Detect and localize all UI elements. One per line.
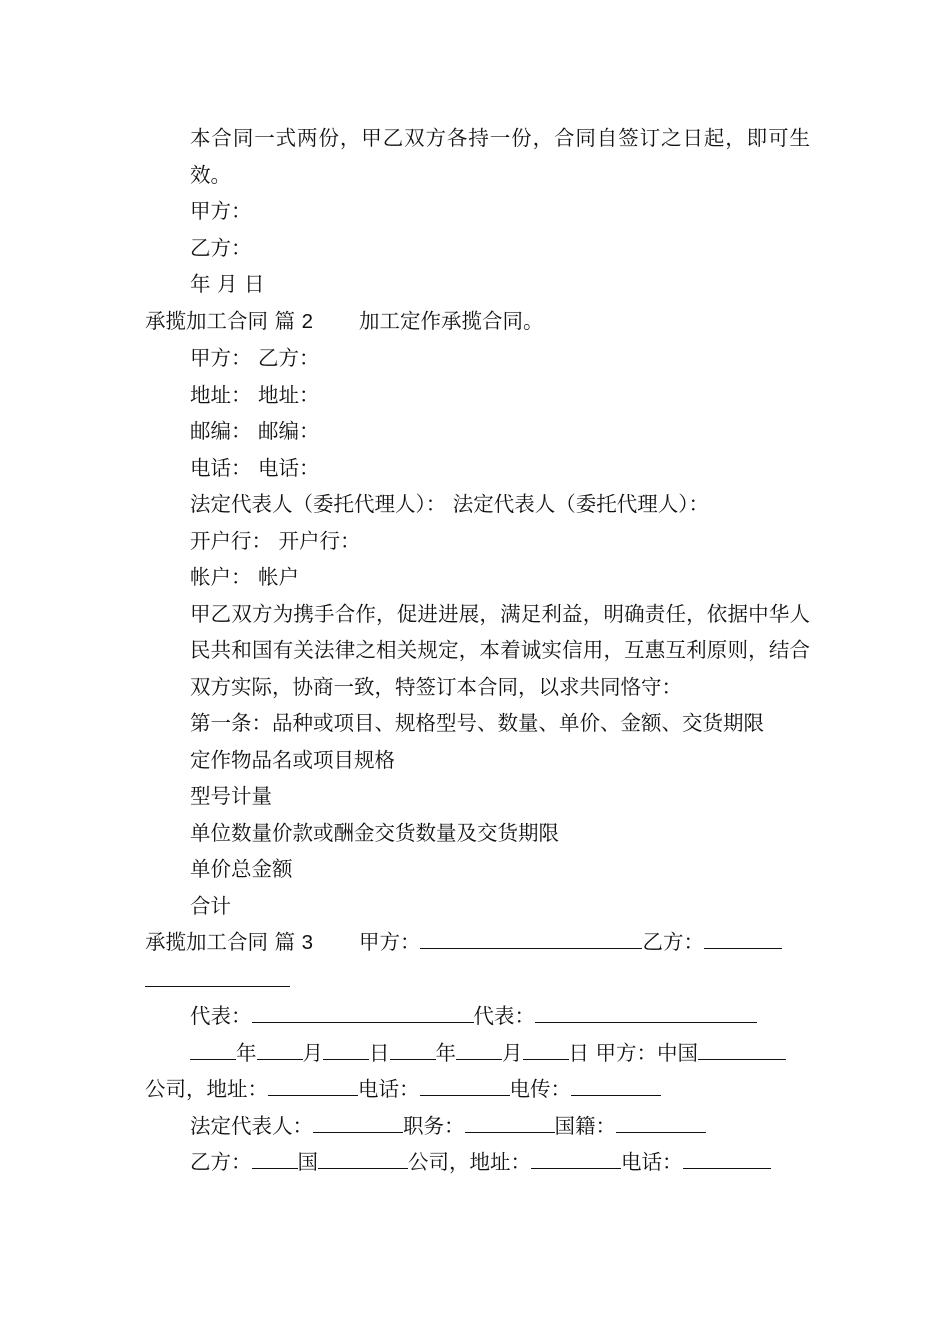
section-heading-2 <box>145 303 810 341</box>
fax-label: 电传： <box>509 1077 571 1101</box>
address-blank <box>268 1075 358 1096</box>
party-a-blank <box>420 928 642 949</box>
address-blank-2 <box>531 1148 621 1169</box>
postcode-line: 邮编： 邮编： <box>190 419 320 443</box>
date-blanks-line <box>145 1035 810 1072</box>
year-blank <box>190 1039 236 1060</box>
total-line: 合计 <box>190 893 231 918</box>
address-line: 地址： 地址： <box>190 382 320 407</box>
party-b-detail-line <box>145 1144 810 1181</box>
rep-a-blank <box>252 1002 474 1023</box>
company-address-label: 公司，地址： <box>145 1077 268 1101</box>
heading-number: 3 <box>301 931 313 954</box>
nationality-blank <box>616 1112 706 1133</box>
legal-representative-line: 法定代表人（委托代理人）： 法定代表人（委托代理人）： <box>190 492 710 516</box>
position-blank <box>465 1112 555 1133</box>
heading-title: 承揽加工合同 篇 <box>145 308 296 333</box>
phone-label: 电话： <box>358 1077 420 1101</box>
position-label: 职务： <box>403 1113 465 1138</box>
phone-blank-2 <box>683 1148 771 1169</box>
month-label-2: 月 <box>502 1040 523 1065</box>
party-b-blank <box>704 928 782 949</box>
unit-line: 单位数量价款或酬金交货数量及交货期限 <box>190 820 559 845</box>
party-b-label: 乙方： <box>190 235 252 260</box>
legal-rep-blank <box>313 1112 403 1133</box>
company-contact-line <box>145 1071 810 1108</box>
month-label: 月 <box>302 1040 323 1065</box>
year-blank-2 <box>390 1039 436 1060</box>
account-line: 帐户： 帐户 <box>190 565 300 589</box>
day-label: 日 <box>369 1040 390 1065</box>
rep-a-label: 代表： <box>190 1004 252 1028</box>
year-label: 年 <box>236 1040 257 1065</box>
company-name-blank <box>698 1039 786 1060</box>
price-line: 单价总金额 <box>190 857 293 881</box>
section-heading-3 <box>145 924 810 962</box>
item-name-line: 定作物品名或项目规格 <box>190 747 395 772</box>
party-b-blank-continued <box>145 962 810 999</box>
bank-line: 开户行： 开户行： <box>190 528 361 553</box>
day-party-a-label: 日 甲方：中国 <box>568 1040 699 1065</box>
heading-subtitle: 加工定作承揽合同。 <box>358 308 544 333</box>
company-blank <box>318 1148 408 1169</box>
fax-blank <box>571 1075 661 1096</box>
preamble-paragraph: 甲乙双方为携手合作，促进进展，满足利益，明确责任，依据中华人民共和国有关法律之相关规定，本着诚实信用，互惠互利原则，结合双方实际，协商一致，特签订本合同，以求共同恪守： <box>190 601 810 699</box>
document-page <box>145 120 810 1181</box>
year-label-2: 年 <box>435 1040 456 1065</box>
model-line: 型号计量 <box>190 784 272 808</box>
country-label: 国 <box>297 1150 318 1174</box>
article-one: 第一条：品种或项目、规格型号、数量、单价、金额、交货期限 <box>190 711 764 735</box>
day-blank <box>323 1039 369 1060</box>
country-blank <box>252 1148 298 1169</box>
day-blank-2 <box>523 1039 569 1060</box>
legal-rep-label: 法定代表人： <box>190 1113 313 1138</box>
paragraph-effective: 本合同一式两份，甲乙双方各持一份，合同自签订之日起，即可生效。 <box>190 126 810 187</box>
nationality-label: 国籍： <box>554 1113 616 1138</box>
phone-blank <box>420 1075 510 1096</box>
party-b-field-label: 乙方： <box>642 930 704 954</box>
company2-address-label: 公司，地址： <box>408 1150 531 1174</box>
month-blank-2 <box>456 1039 502 1060</box>
party-a-label: 甲方： <box>190 199 252 223</box>
phone-line: 电话： 电话： <box>190 455 320 480</box>
date-line: 年 月 日 <box>190 272 265 296</box>
heading-title: 承揽加工合同 篇 <box>145 930 296 954</box>
rep-b-label: 代表： <box>473 1004 535 1028</box>
phone2-label: 电话： <box>621 1150 683 1174</box>
party-b2-label: 乙方： <box>190 1150 252 1174</box>
legal-rep-line <box>145 1108 810 1145</box>
representative-line <box>145 998 810 1035</box>
month-blank <box>257 1039 303 1060</box>
party-b-blank-2 <box>145 966 290 987</box>
party-a-field-label: 甲方： <box>358 930 421 954</box>
parties-line: 甲方： 乙方： <box>190 346 320 370</box>
rep-b-blank <box>535 1002 757 1023</box>
heading-number: 2 <box>301 309 313 333</box>
